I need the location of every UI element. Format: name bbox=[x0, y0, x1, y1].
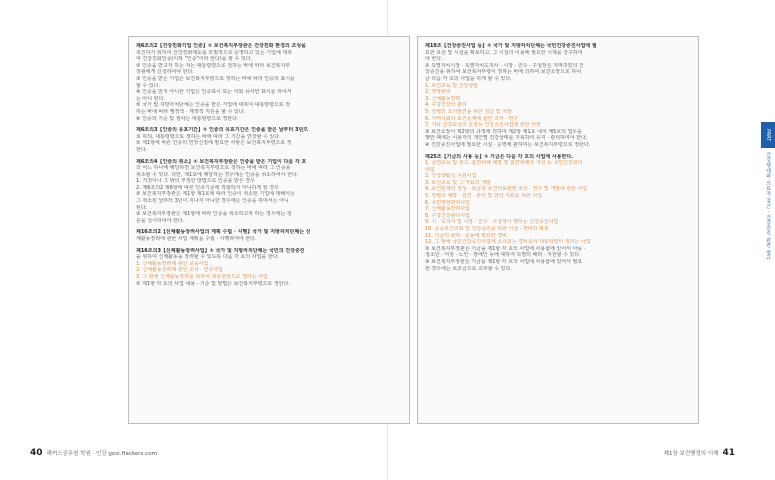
article-line: 3. 신체활동장려 bbox=[425, 95, 461, 102]
chapter-tab bbox=[761, 122, 775, 148]
article-line: 제6조의3【인증의 유효기간】① 인증의 유효기간은 인증을 받은 날부터 3년으 bbox=[136, 127, 309, 134]
right-law-box bbox=[417, 36, 699, 424]
article-line: ② 제1항 각 호의 사업 내용 · 기준 및 방법은 보건복지부령으로 정한다. bbox=[136, 280, 290, 287]
article-line: 된다. bbox=[136, 204, 148, 211]
article-line: 한 경우에는 보조금으로 교부할 수 있다. bbox=[425, 265, 512, 272]
article-line: ② 보건복지부장관은 기금을 제1항 각 호의 사업에 사용함에 있어서 아동 · bbox=[425, 245, 586, 252]
article-line: ③ 인증을 받은 기업은 보건복지부령으로 정하는 바에 따라 인증의 표시를 bbox=[136, 75, 295, 82]
article-line: 6. 국민영양관리사업 bbox=[425, 199, 471, 206]
article-line: ③ 보건복지부장관은 제1항에 따라 인증을 취소하고자 하는 경우에는 청 bbox=[136, 211, 292, 218]
footer-right bbox=[664, 448, 735, 458]
article-line: ⑤ 국가 및 지방자치단체는 인증을 받은 기업에 대하여 대통령령으로 정 bbox=[136, 102, 291, 109]
law-article bbox=[136, 248, 402, 288]
article-line: 제6조의4【인증의 취소】① 보건복지부장관은 인증을 받은 기업이 다음 각 호 bbox=[136, 158, 307, 165]
article-line: 하는 바에 따라 행정적 · 재정적 지원을 할 수 있다. bbox=[136, 108, 246, 115]
article-line: 취소할 수 있다. 다만, 제1호에 해당하는 경우에는 인증을 취소하여야 한다. bbox=[136, 171, 299, 178]
footer-left bbox=[30, 448, 157, 458]
article-line: 의 어느 하나에 해당하면 보건복지부령으로 정하는 바에 따라 그 인증을 bbox=[136, 165, 291, 172]
chapter-tab-label: PART bbox=[765, 128, 771, 142]
article-line: ⑥ 인증의 기준 및 절차는 대통령령으로 정한다. bbox=[136, 115, 239, 122]
article-line: 7. 기타 건강교실의 운영등 건강증진사업에 관한 사항 bbox=[425, 122, 541, 129]
article-line: 한다. bbox=[136, 146, 148, 153]
article-line: 제6조의2【건강친화기업 인증】① 보건복지부장관은 건강친화 환경의 조성을 bbox=[136, 43, 306, 49]
article-line: 6. 지역사회의 보건문제에 관한 조사 · 연구 bbox=[425, 115, 519, 122]
law-article bbox=[136, 43, 402, 122]
article-line: 4. 구강건강의 관리 bbox=[425, 102, 467, 109]
article-line: 4. 보건통계의 작성 · 보급과 보건의료관련 조사 · 연구 및 개발에 관한 사업 bbox=[425, 186, 588, 193]
footer-chapter-text: 제1장 보건행정의 이해 bbox=[663, 451, 719, 457]
article-line: ② 특별자치시장 · 특별자치도지사 · 시장 · 군수 · 구청장은 지역주민의 건 bbox=[425, 62, 584, 69]
article-line: 제25조【기금의 사용 등】① 기금은 다음 각 호의 사업에 사용한다. bbox=[425, 153, 574, 160]
article-line: 3. 그 밖에 신체활동장려를 위하여 대통령령으로 정하는 사업 bbox=[136, 274, 268, 280]
article-line: ③ 보건복지부장관은 기금을 제1항 각 호의 사업에 사용함에 있어서 필요 bbox=[425, 259, 583, 265]
article-line: 2. 신체활동장려에 관한 조사 · 연구사업 bbox=[136, 267, 223, 274]
article-line: 11. 기금의 관리 · 운용에 필요한 경비 bbox=[425, 232, 507, 239]
article-line: 제16조의2【신체활동장려사업의 계획 수립 · 시행】국가 및 지방자치단체는 신 bbox=[136, 229, 311, 236]
article-line: 제19조【건강증진사업 등】① 국가 및 지방자치단체는 국민건강증진사업에 필 bbox=[425, 43, 597, 49]
article-line: 5. 질병의 예방 · 검진 · 관리 및 암의 치료를 위한 사업 bbox=[425, 193, 543, 200]
article-line: 는 아니 된다. bbox=[136, 95, 165, 102]
article-line: 그 취소된 날부터 3년이 지나지 아니한 경우에는 인증을 하여서는 아니 bbox=[136, 198, 289, 205]
article-line: 1. 거짓이나 그 밖의 부정한 방법으로 인증을 받은 경우 bbox=[136, 178, 255, 185]
article-line: 3. 보건교육 및 그 자료의 개발 bbox=[425, 179, 491, 186]
article-line: 1. 신체활동장려에 관한 교육사업 bbox=[136, 260, 209, 267]
article-line: 5. 질병의 조기발견을 위한 검진 및 처방 bbox=[425, 108, 512, 115]
article-line: 체활동장려에 관한 사업 계획을 수립 · 시행하여야 한다. bbox=[136, 236, 257, 243]
article-line: ④ 건강증진사업에 필요한 시설 · 운영에 관하여는 보건복지부령으로 정한다. bbox=[425, 141, 591, 148]
article-line: 7. 신체활동장려사업 bbox=[425, 206, 471, 213]
article-line: 청소년 · 여성 · 노인 · 장애인 등에 대하여 특별히 배려 · 지원할 수 있다. bbox=[425, 252, 581, 259]
article-line: 야 한다. bbox=[425, 56, 443, 63]
page-number-left: 40 bbox=[30, 448, 43, 458]
article-line: ② 인증을 받고자 하는 자는 대통령령으로 정하는 바에 따라 보건복지부 bbox=[136, 62, 291, 69]
article-line: 금 다음 각 호의 사업을 하게 할 수 있다. bbox=[425, 75, 512, 82]
law-article bbox=[136, 127, 402, 153]
article-line: 을 위하여 신체활동을 장려할 수 있도록 다음 각 호의 사업을 한다. bbox=[136, 254, 280, 261]
law-article bbox=[425, 154, 691, 273]
article-line: 12. 그 밖에 국민건강증진사업에 소요되는 경비로서 대통령령이 정하는 사업 bbox=[425, 239, 591, 246]
article-line: 9. 시 · 도지사 및 시장 · 군수 · 구청장이 행하는 건강증진사업 bbox=[425, 219, 559, 226]
article-line: 8. 구강건강관리사업 bbox=[425, 212, 471, 219]
left-law-box bbox=[128, 36, 410, 424]
article-line: 사업 bbox=[425, 166, 435, 173]
law-article bbox=[136, 229, 402, 242]
article-line: 2. 제6조의2 제6항에 따른 인증기준에 적합하지 아니하게 된 경우 bbox=[136, 184, 279, 191]
article-line: 문을 실시하여야 한다. bbox=[136, 217, 185, 224]
article-line: ③ 보건소장이 제2항의 규정에 의하여 제2항 제1호 내지 제5호의 업무를 bbox=[425, 128, 583, 135]
article-line: 행한 때에는 이용자의 개인별 건강상태를 기록하여 유지 · 관리하여야 한다. bbox=[425, 135, 588, 142]
chapter-side-label: 건강행태와 의료적 접근 · 건강증진 관련 법규 bbox=[765, 152, 771, 261]
article-line: 요한 요원 및 시설을 확보하고, 그 시설의 이용에 필요한 시책을 강구하여 bbox=[425, 49, 583, 56]
article-line: 10. 공공보건의료 및 건강증진을 위한 시설 · 장비의 확충 bbox=[425, 226, 549, 233]
article-line: 1. 금연교육 및 광고, 흡연피해 예방 및 흡연피해자 지원 등 국민건강관리 bbox=[425, 160, 583, 167]
article-line: 강증진을 위하여 보건복지부령이 정하는 바에 의하여 보건소장으로 하여 bbox=[425, 69, 582, 76]
article-line: 할 수 있다. bbox=[136, 82, 161, 89]
article-line: 2. 건강생활의 지원사업 bbox=[425, 173, 477, 180]
law-article bbox=[425, 43, 691, 149]
article-line: ② 제1항에 따른 인증의 연장신청에 필요한 사항은 보건복지부령으로 정 bbox=[136, 140, 292, 147]
law-article bbox=[136, 159, 402, 225]
article-line: ② 보건복지부장관은 제1항 제1호에 따라 인증이 취소된 기업에 대해서는 bbox=[136, 191, 295, 198]
article-line: 제16조의3【신체활동장려사업】① 국가 및 지방자치단체는 국민의 건강증진 bbox=[136, 247, 305, 254]
article-line: 장관에게 신청하여야 한다. bbox=[136, 69, 194, 76]
article-line: 로 하되, 대통령령으로 정하는 바에 따라 그 기간을 연장할 수 있다. bbox=[136, 133, 281, 140]
article-line: 1. 보건교육 및 건강상담 bbox=[425, 82, 479, 89]
article-line: 여 건강친화인증(이하 "인증"이라 한다)을 할 수 있다. bbox=[136, 56, 253, 63]
article-line: 촉진하기 위하여 건강친화제도를 모범적으로 운영하고 있는 기업에 대하 bbox=[136, 49, 293, 56]
page-number-right: 41 bbox=[722, 448, 735, 458]
article-line: ④ 인증을 받지 아니한 기업은 인증표시 또는 이와 유사한 표시를 하여서 bbox=[136, 89, 292, 96]
article-line: 2. 영양관리 bbox=[425, 89, 451, 96]
footer-publisher-text: 해커스공무원 학원 · 인강 gosi.Hackers.com bbox=[46, 451, 157, 457]
